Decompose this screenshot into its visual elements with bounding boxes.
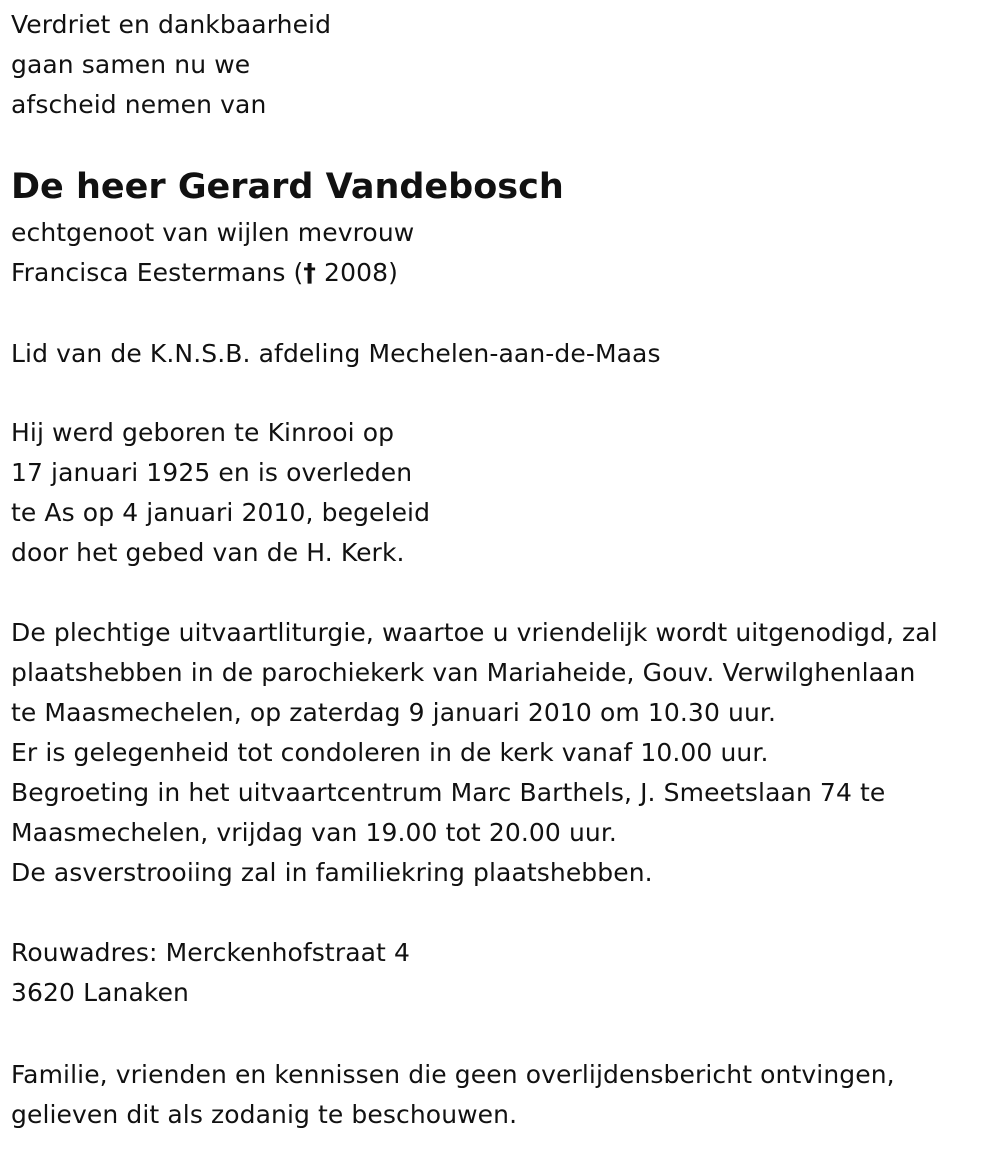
- notice-line: Familie, vrienden en kennissen die geen overlijdensbericht ontvingen,: [11, 1060, 895, 1089]
- funeral-line: Er is gelegenheid tot condoleren in de kerk vanaf 10.00 uur.: [11, 738, 769, 767]
- intro-line: gaan samen nu we: [11, 50, 251, 79]
- intro-verse: [11, 5, 331, 125]
- address-line: Rouwadres: Merckenhofstraat 4: [11, 938, 411, 967]
- funeral-line: Maasmechelen, vrijdag van 19.00 tot 20.00 uur.: [11, 818, 617, 847]
- spouse-line-with-cross: [11, 253, 414, 293]
- intro-line: afscheid nemen van: [11, 90, 267, 119]
- funeral-line: De asverstrooiing zal in familiekring plaatshebben.: [11, 858, 653, 887]
- membership-info: [11, 334, 661, 374]
- cross-icon: †: [303, 258, 317, 287]
- funeral-line: De plechtige uitvaartliturgie, waartoe u vriendelijk wordt uitgenodigd, zal: [11, 618, 938, 647]
- funeral-line: Begroeting in het uitvaartcentrum Marc Barthels, J. Smeetslaan 74 te: [11, 778, 886, 807]
- spouse-line: echtgenoot van wijlen mevrouw: [11, 218, 415, 247]
- birth-line: door het gebed van de H. Kerk.: [11, 538, 405, 567]
- funeral-line: te Maasmechelen, op zaterdag 9 januari 2010 om 10.30 uur.: [11, 698, 777, 727]
- funeral-info: [11, 613, 938, 893]
- notice-line: gelieven dit als zodanig te beschouwen.: [11, 1100, 518, 1129]
- birth-line: 17 januari 1925 en is overleden: [11, 458, 413, 487]
- funeral-line: plaatshebben in de parochiekerk van Mariaheide, Gouv. Verwilghenlaan: [11, 658, 916, 687]
- birth-death-info: [11, 413, 430, 573]
- spouse-death-year: 2008): [316, 258, 398, 287]
- deceased-name: De heer Gerard Vandebosch: [11, 167, 564, 207]
- closing-notice: [11, 1055, 895, 1135]
- intro-line: Verdriet en dankbaarheid: [11, 10, 332, 39]
- spouse-info: [11, 213, 414, 293]
- membership-line: Lid van de K.N.S.B. afdeling Mechelen-aan-de-Maas: [11, 339, 661, 368]
- birth-line: te As op 4 januari 2010, begeleid: [11, 498, 431, 527]
- address-line: 3620 Lanaken: [11, 978, 189, 1007]
- mourning-address: [11, 933, 410, 1013]
- spouse-name: Francisca Eestermans (: [11, 258, 304, 287]
- birth-line: Hij werd geboren te Kinrooi op: [11, 418, 395, 447]
